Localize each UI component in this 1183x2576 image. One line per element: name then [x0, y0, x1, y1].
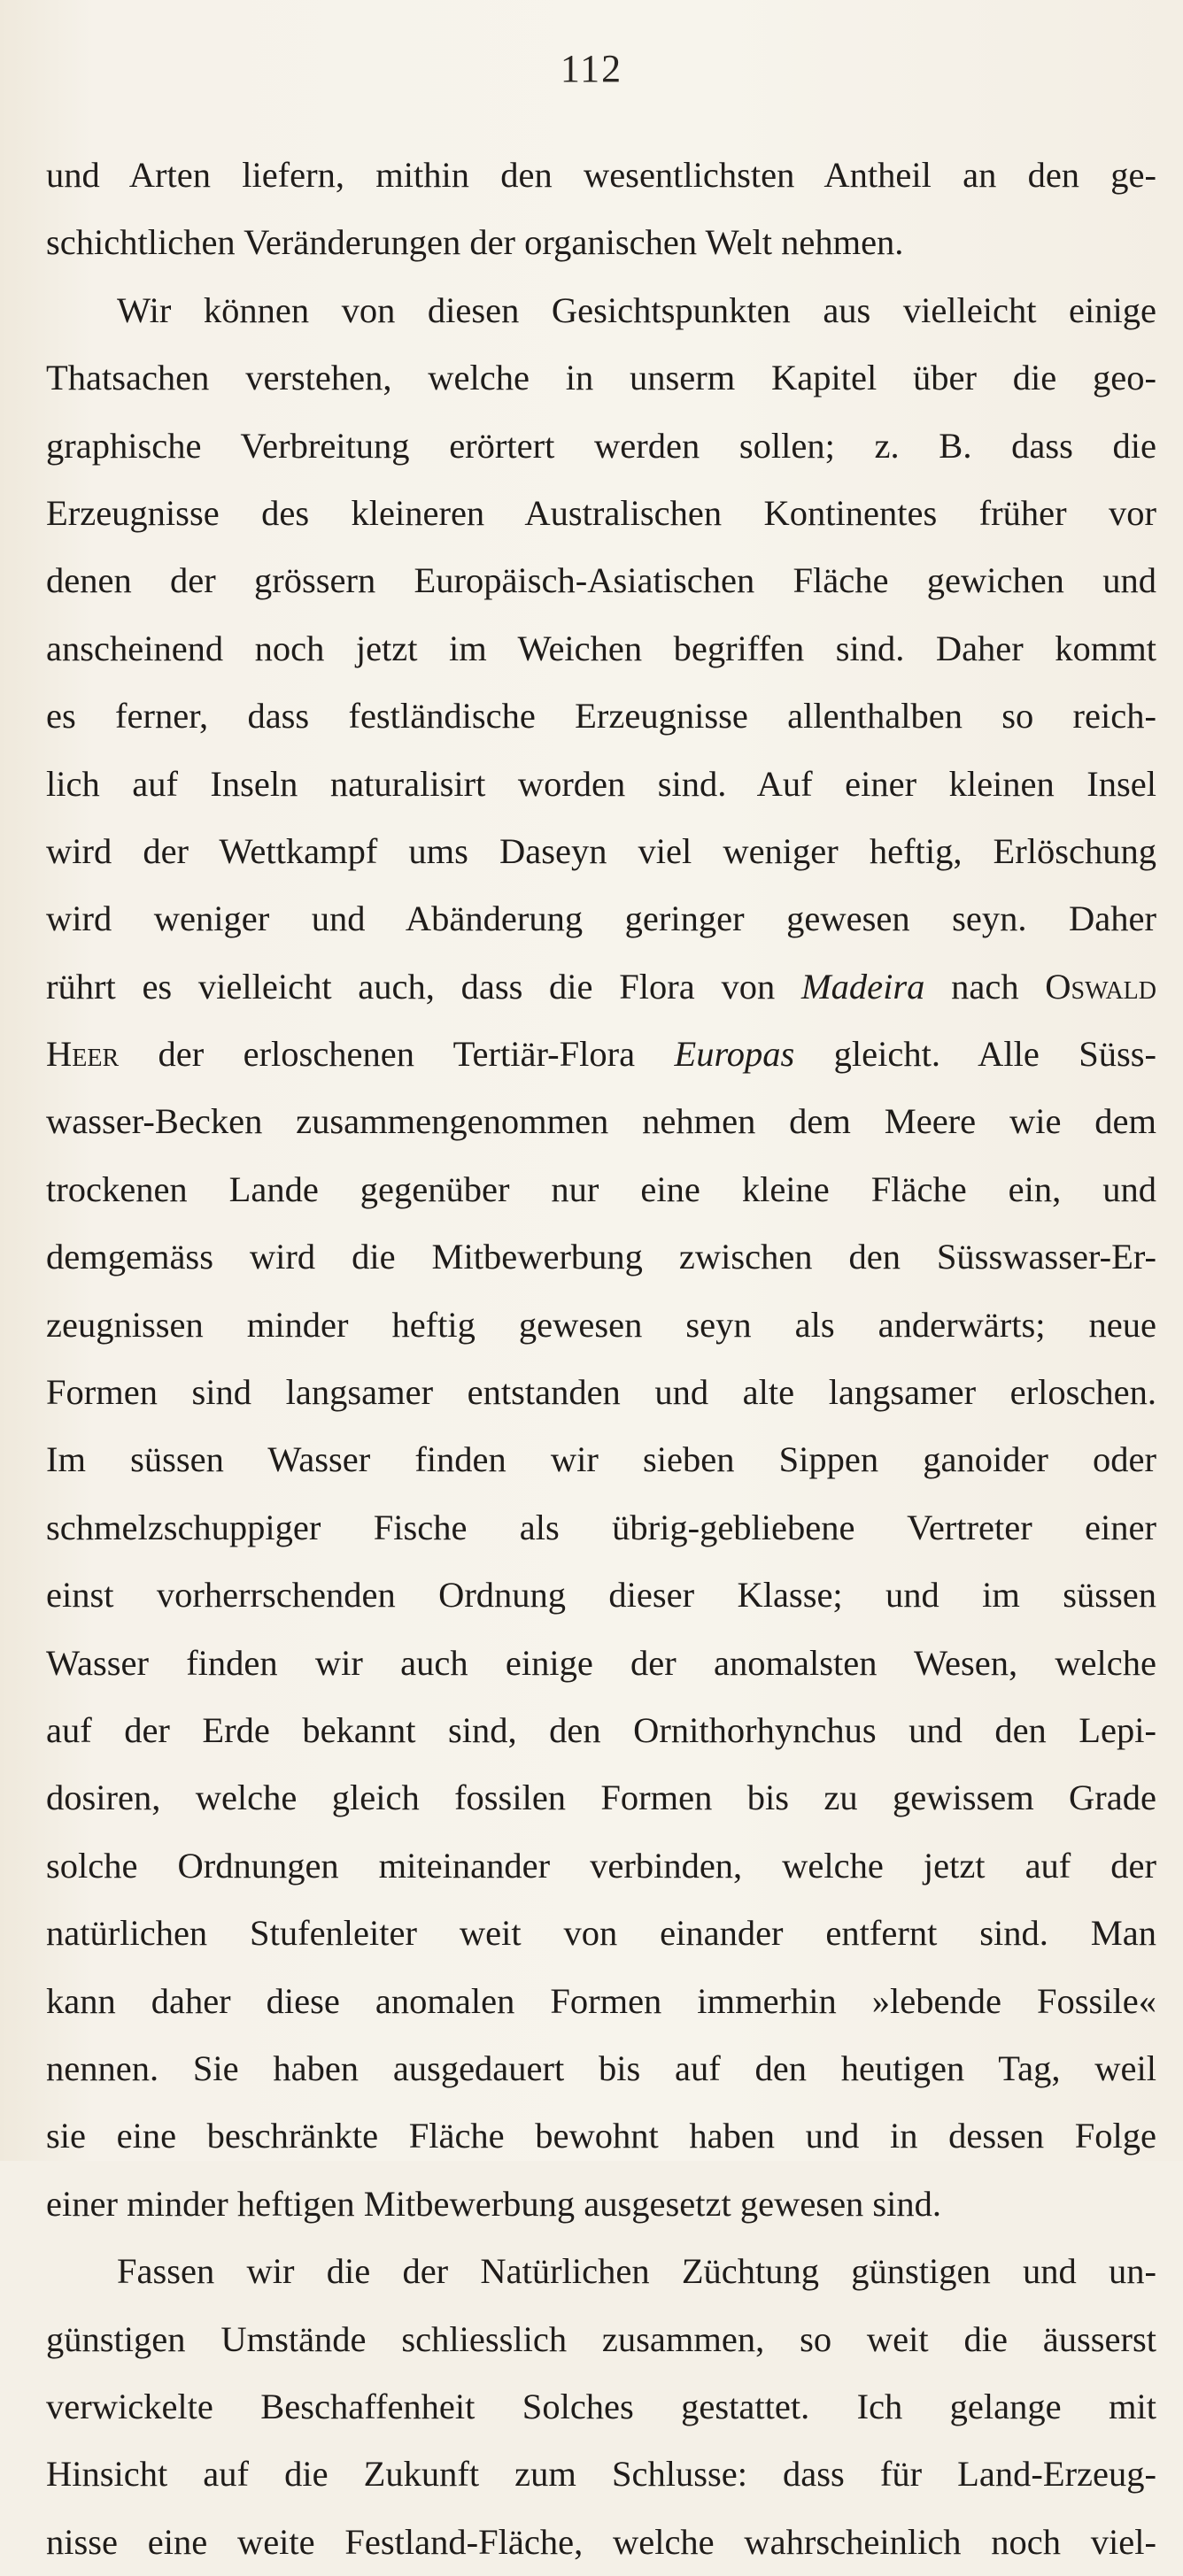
- text-line: [46, 1021, 1156, 1088]
- text-line: nisse eine weite Festland-Fläche, welche wahrscheinlich noch viel-: [46, 2521, 1156, 2562]
- italic-place-name: Madeira: [800, 966, 925, 1006]
- text-line: graphische Verbreitung erörtert werden sollen; z. B. dass die: [46, 425, 1156, 466]
- text-line: Wasser finden wir auch einige der anomalsten Wesen, welche: [46, 1642, 1156, 1683]
- text-line: Erzeugnisse des kleineren Australischen Kontinentes früher vor: [46, 492, 1156, 533]
- text-line: wird der Wettkampf ums Daseyn viel weniger heftig, Erlöschung: [46, 830, 1156, 871]
- text-line: demgemäss wird die Mitbewerbung zwischen den Süsswasser-Er-: [46, 1237, 1156, 1277]
- text-line: dosiren, welche gleich fossilen Formen bis zu gewissem Grade: [46, 1778, 1156, 1818]
- text-line: auf der Erde bekannt sind, den Ornithorhynchus und den Lepi-: [46, 1709, 1156, 1750]
- text-line: Fassen wir die der Natürlichen Züchtung günstigen und un-: [117, 2251, 1156, 2292]
- text-line: schichtlichen Veränderungen der organischen Welt nehmen.: [46, 222, 904, 263]
- text-line: solche Ordnungen miteinander verbinden, welche jetzt auf der: [46, 1845, 1156, 1886]
- text-line: Formen sind langsamer entstanden und alte langsamer erloschen.: [46, 1372, 1156, 1413]
- text-line: kann daher diese anomalen Formen immerhin »lebende Fossile«: [46, 1980, 1156, 2021]
- text-line: trockenen Lande gegenüber nur eine kleine Fläche ein, und: [46, 1168, 1156, 1209]
- text-line: einer minder heftigen Mitbewerbung ausgesetzt gewesen sind.: [46, 2183, 942, 2224]
- text-line: natürlichen Stufenleiter weit von einander entfernt sind. Man: [46, 1913, 1156, 1954]
- italic-place-name: Europas: [674, 1034, 795, 1075]
- text-segment: nach: [924, 966, 1046, 1006]
- text-line: denen der grössern Europäisch-Asiatischen Fläche gewichen und: [46, 560, 1156, 601]
- text-line: es ferner, dass festländische Erzeugnisse allenthalben so reich-: [46, 696, 1156, 737]
- text-segment: rührt es vielleicht auch, dass die Flora von: [46, 966, 801, 1006]
- small-caps-author-name: Oswald: [1045, 966, 1156, 1006]
- text-line: günstigen Umstände schliesslich zusammen, so weit die äusserst: [46, 2318, 1156, 2359]
- small-caps-author-name: Heer: [46, 1034, 120, 1075]
- page-number: 112: [560, 47, 623, 90]
- text-line: wird weniger und Abänderung geringer gewesen seyn. Daher: [46, 899, 1156, 939]
- text-line: Im süssen Wasser finden wir sieben Sippen ganoider oder: [46, 1439, 1156, 1480]
- text-line: Thatsachen verstehen, welche in unserm Kapitel über die geo-: [46, 358, 1156, 398]
- text-line: verwickelte Beschaffenheit Solches gestattet. Ich gelange mit: [46, 2386, 1156, 2426]
- text-line: anscheinend noch jetzt im Weichen begriffen sind. Daher kommt: [46, 628, 1156, 668]
- text-segment: der erloschenen Tertiär-Flora: [119, 1034, 675, 1075]
- text-line: [46, 953, 1156, 1021]
- text-line: wasser-Becken zusammengenommen nehmen dem Meere wie dem: [46, 1101, 1156, 1142]
- text-line: Hinsicht auf die Zukunft zum Schlusse: dass für Land-Erzeug-: [46, 2454, 1156, 2495]
- body-text: [46, 142, 1156, 2576]
- text-segment: gleicht. Alle Süss-: [794, 1034, 1156, 1075]
- text-line: sie eine beschränkte Fläche bewohnt haben und in dessen Folge: [46, 2116, 1156, 2156]
- text-line: und Arten liefern, mithin den wesentlichsten Antheil an den ge-: [46, 155, 1156, 195]
- text-line: lich auf Inseln naturalisirt worden sind. Auf einer kleinen Insel: [46, 763, 1156, 804]
- text-line: Wir können von diesen Gesichtspunkten aus vielleicht einige: [117, 289, 1156, 330]
- text-line: nennen. Sie haben ausgedauert bis auf den heutigen Tag, weil: [46, 2048, 1156, 2088]
- text-line: zeugnissen minder heftig gewesen seyn als anderwärts; neue: [46, 1304, 1156, 1345]
- text-line: einst vorherrschenden Ordnung dieser Klasse; und im süssen: [46, 1575, 1156, 1616]
- text-line: schmelzschuppiger Fische als übrig-gebliebene Vertreter einer: [46, 1507, 1156, 1547]
